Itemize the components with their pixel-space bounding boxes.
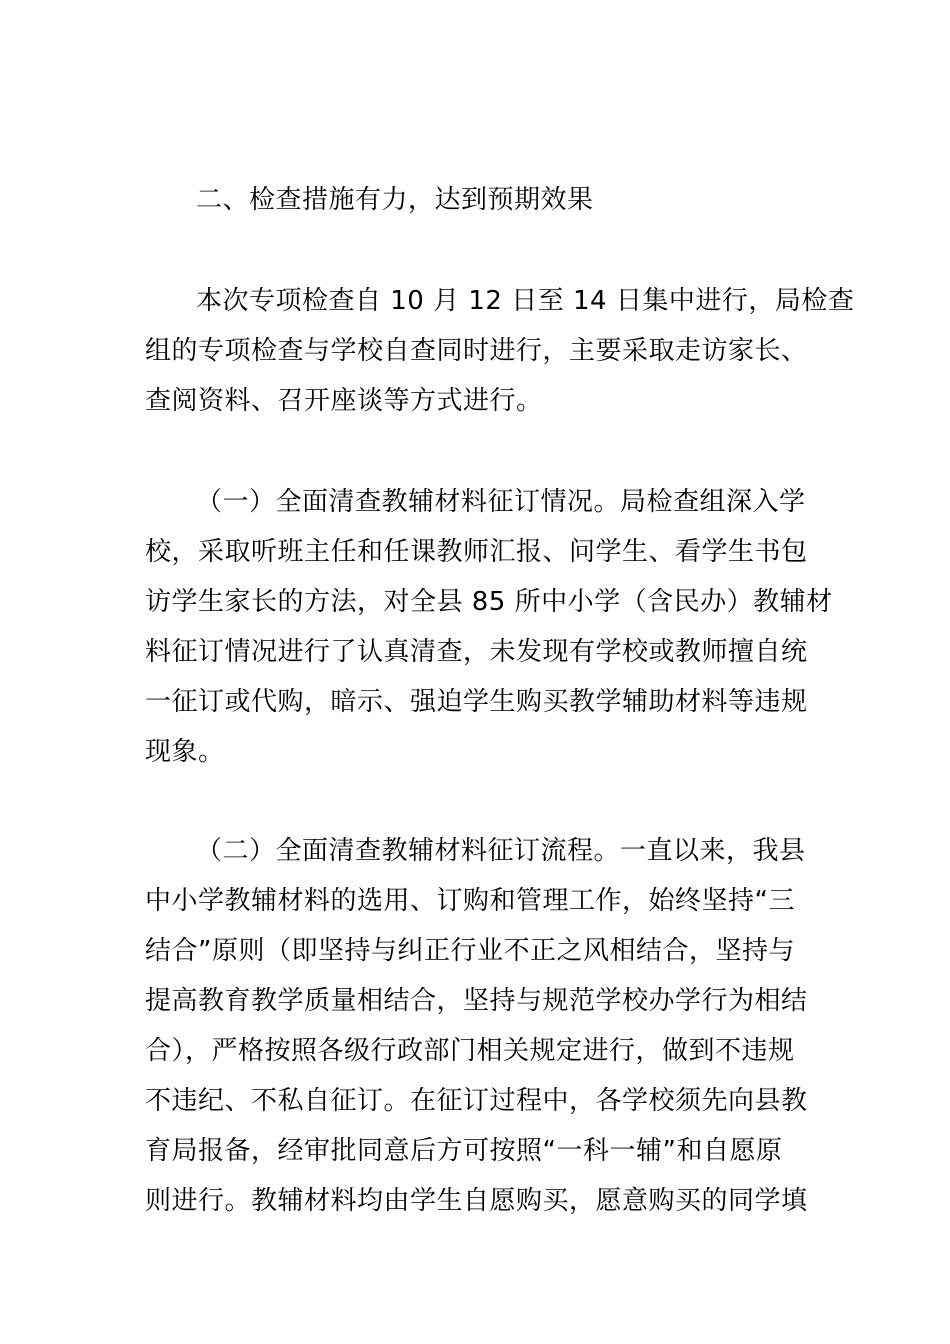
paragraph-3-line-3: 结合”原则（即坚持与纠正行业不正之风相结合，坚持与 <box>145 936 795 966</box>
paragraph-1-line-1: 本次专项检查自 10 月 12 日至 14 日集中进行，局检查 <box>196 286 855 316</box>
paragraph-2-line-4: 料征订情况进行了认真清查，未发现有学校或教师擅自统 <box>145 637 808 667</box>
paragraph-2-line-5: 一征订或代购，暗示、强迫学生购买教学辅助材料等违规 <box>145 687 808 717</box>
paragraph-2-line-2: 校，采取听班主任和任课教师汇报、问学生、看学生书包 <box>145 537 808 567</box>
paragraph-3-line-2: 中小学教辅材料的选用、订购和管理工作，始终坚持“三 <box>145 886 795 916</box>
paragraph-2-line-3: 访学生家长的方法，对全县 85 所中小学（含民办）教辅材 <box>145 587 833 617</box>
paragraph-1-line-3: 查阅资料、召开座谈等方式进行。 <box>145 386 543 416</box>
paragraph-3-line-1: （二）全面清查教辅材料征订流程。一直以来，我县 <box>196 836 806 866</box>
paragraph-3-line-8: 则进行。教辅材料均由学生自愿购买，愿意购买的同学填 <box>145 1186 808 1216</box>
paragraph-3-line-5: 合），严格按照各级行政部门相关规定进行，做到不违规 <box>145 1036 795 1066</box>
paragraph-2-line-6: 现象。 <box>145 737 225 767</box>
paragraph-3-line-6: 不违纪、不私自征订。在征订过程中，各学校须先向县教 <box>145 1086 808 1116</box>
paragraph-3-line-4: 提高教育教学质量相结合，坚持与规范学校办学行为相结 <box>145 986 808 1016</box>
paragraph-2-line-1: （一）全面清查教辅材料征订情况。局检查组深入学 <box>196 487 806 517</box>
section-heading: 二、检查措施有力，达到预期效果 <box>196 185 594 215</box>
paragraph-3-line-7: 育局报备，经审批同意后方可按照“一科一辅”和自愿原 <box>145 1136 783 1166</box>
paragraph-1-line-2: 组的专项检查与学校自查同时进行，主要采取走访家长、 <box>145 336 808 366</box>
